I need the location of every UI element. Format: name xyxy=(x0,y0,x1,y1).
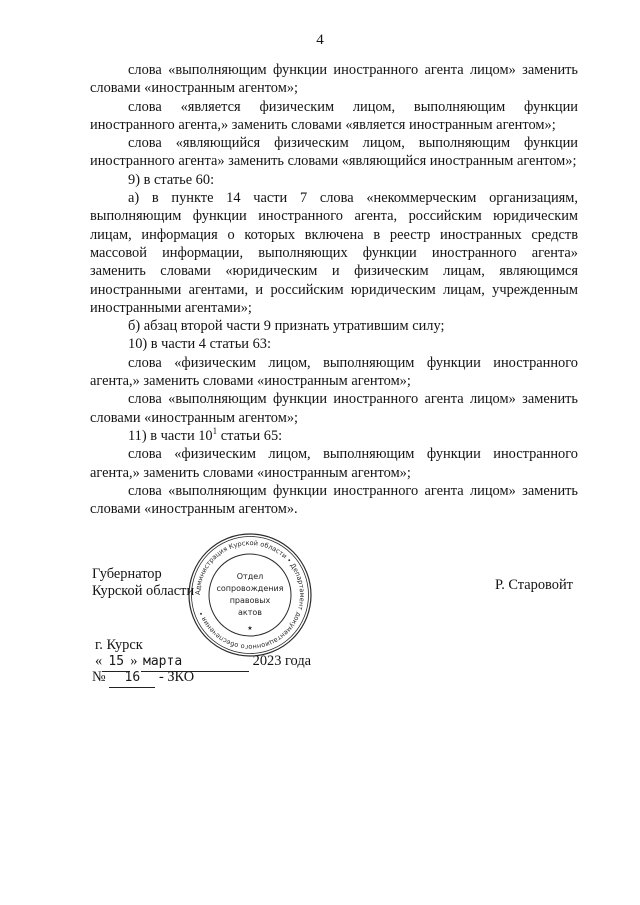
signatory-position: Губернатор xyxy=(92,566,162,582)
date-close-quote: » xyxy=(130,653,138,669)
paragraph: 9) в статье 60: xyxy=(128,171,215,188)
stamp-center-line: сопровождения xyxy=(216,584,284,593)
paragraph: слова «выполняющим функции иностранного агента лицом» заменить словами «иностранным агентом»; xyxy=(90,391,578,426)
document-body xyxy=(90,61,578,518)
paragraph xyxy=(90,427,578,445)
signing-city: г. Курск xyxy=(95,637,143,653)
date-year: 2023 года xyxy=(252,653,312,669)
stamp-inner-ring xyxy=(209,554,291,636)
law-number xyxy=(92,668,194,688)
paragraph: слова «выполняющим функции иностранного агента лицом» заменить словами «иностранным агентом». xyxy=(90,482,578,518)
number-suffix: - ЗКО xyxy=(158,669,195,685)
paragraph: слова «физическим лицом, выполняющим функции иностранного агента,» заменить словами «иностранным агентом»; xyxy=(90,446,578,481)
stamp-center-line: Отдел xyxy=(236,572,264,581)
official-stamp xyxy=(187,532,313,658)
paragraph: слова «выполняющим функции иностранного агента лицом» заменить словами «иностранным агентом»; xyxy=(90,62,578,97)
stamp-outer-ring xyxy=(189,534,311,656)
paragraph: слова «является физическим лицом, выполняющим функции иностранного агента,» заменить словами «является иностранным агентом»; xyxy=(90,98,578,133)
paragraph-text: 11) в части 10 xyxy=(128,427,213,444)
number-prefix: № xyxy=(92,669,106,685)
date-day: 15 xyxy=(102,653,130,672)
paragraph: а) в пункте 14 части 7 слова «некоммерческим организациям, выполняющим функции иностранного агента, российским юридическим лицам, информация о которых включена в реестр иностранных средств массовой информации, выполняющих функции иностранного агента» заменить словами «юридическим и физическим лицам, являющимся иностранными агентами, и российским юридическим лицам, учрежденным иностранными агентами»; xyxy=(90,190,578,316)
paragraph-text: статьи 65: xyxy=(217,427,283,444)
date-open-quote: « xyxy=(95,653,103,669)
date-month: марта xyxy=(141,653,249,672)
superscript: 1 xyxy=(212,426,218,437)
paragraph: б) абзац второй части 9 признать утратившим силу; xyxy=(128,318,445,335)
number-value: 16 xyxy=(109,669,155,688)
signatory-region: Курской области xyxy=(92,583,195,599)
page-number: 4 xyxy=(316,32,324,48)
signatory-name: Р. Старовойт xyxy=(495,577,573,593)
paragraph: слова «физическим лицом, выполняющим функции иностранного агента,» заменить словами «иностранным агентом»; xyxy=(90,354,578,390)
stamp-center-line: актов xyxy=(237,608,263,617)
stamp-center-line: правовых xyxy=(229,596,271,605)
stamp-ring-text: Администрация Курской области • Департамент документационного обеспечения • xyxy=(193,538,307,652)
paragraph: слова «являющийся физическим лицом, выполняющим функции иностранного агента» заменить словами «являющийся иностранным агентом»; xyxy=(90,135,578,170)
paragraph: 10) в части 4 статьи 63: xyxy=(128,336,271,353)
stamp-star-icon: ★ xyxy=(247,625,253,632)
